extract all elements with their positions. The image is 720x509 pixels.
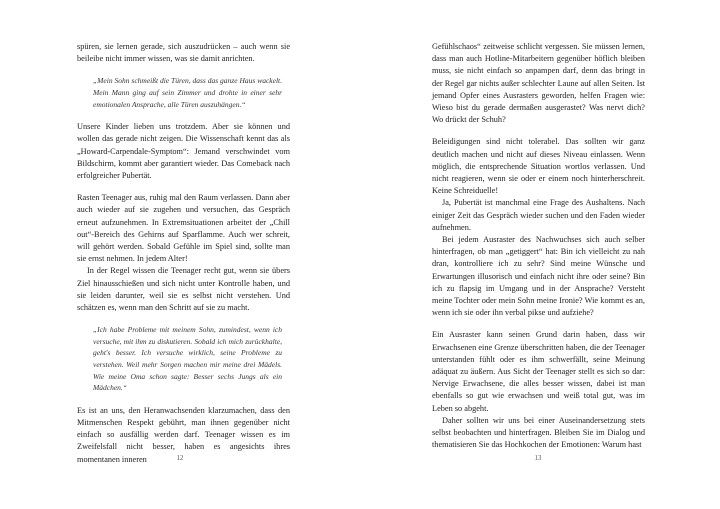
paragraph: Ja, Pubertät ist manchmal eine Frage des Aushaltens. Nach einiger Zeit das Gespräch wieder suchen und den Faden wieder aufnehmen.: [432, 198, 645, 232]
paragraph: spüren, sie lernen gerade, sich auszudrücken – auch wenn sie beileibe nicht immer wissen, was sie damit anrichten.: [77, 42, 290, 64]
quote-block: „Mein Sohn schmeißt die Türen, dass das ganze Haus wackelt. Mein Mann ging auf sein Zimmer und drohte in einer sehr emotionalen Ansprache, alle Türen auszuhängen.“: [93, 76, 282, 109]
paragraph: Daher sollten wir uns bei einer Auseinandersetzung stets selbst beobachten und hinterfragen. Bleiben Sie im Dialog und thematisieren Sie das Hochkochen der Emotionen: Warum hast: [432, 415, 645, 450]
quote-block: „Ich habe Probleme mit meinem Sohn, zumindest, wenn ich versuche, mit ihm zu diskutieren. Sobald ich mich zurückhalte, geht's besser. Ich versuche wirklich, seine Probleme zu verstehen. Weil mehr Sorgen machen mir meine drei Mädels. Wie meine Oma schon sagte: Besser sechs Jungs als ein Mädchen.“: [93, 325, 282, 393]
right-page: [360, 0, 720, 509]
right-text-column: [432, 41, 645, 452]
paragraph: In der Regel wissen die Teenager recht gut, wenn sie übers Ziel hinausschießen und sich nicht unter Kontrolle haben, und sie leiden darunter, weil sie es selbst nicht verstehen. Und schätzen es, wenn man den Schritt auf sie zu macht.: [77, 266, 290, 313]
left-text-column: [77, 41, 290, 466]
paragraph: Beleidigungen sind nicht tolerabel. Das sollten wir ganz deutlich machen und nicht auf dieses Niveau einlassen. Wenn möglich, die entsprechende Situation wortlos verlassen. Und nicht reagieren, wenn sie oder er einem noch hinterherschreit. Keine Schreiduelle!: [432, 137, 645, 196]
page-number: 13: [534, 455, 542, 462]
paragraph: Ein Ausraster kann seinen Grund darin haben, dass wir Erwachsenen eine Grenze überschritten haben, die der Teenager unterstanden fühlt oder es ihm schwerfällt, seine Meinung adäquat zu äußern. Aus Sicht der Teenager stellt es sich so dar: Nervige Erwachsene, die alles besser wissen, dabei ist man ebenfalls so gut wie erwachsen und weiß total gut, was im Leben so abgeht.: [432, 330, 645, 413]
paragraph: Rasten Teenager aus, ruhig mal den Raum verlassen. Dann aber auch wieder auf sie zugehen und versuchen, das Gespräch erneut aufzunehmen. In Extremsituationen arbeitet der „Chill out“-Bereich des Gehirns auf Sparflamme. Auch wer schreit, will gehört werden. Sobald Gefühle im Spiel sind, sollte man sie ernst nehmen. In jedem Alter!: [77, 193, 290, 264]
paragraph: Gefühlschaos“ zeitweise schlicht vergessen. Sie müssen lernen, dass man auch Hotline-Mitarbeitern gegenüber höflich bleiben muss, sie nicht einfach so anpampen darf, denn das bringt in der Regel gar nichts außer schlechter Laune auf allen Seiten. Ist jemand Opfer eines Ausrasters geworden, helfen Fragen wie: Wieso bist du gerade dermaßen ausgerastet? Was nervt dich? Wo drückt der Schuh?: [432, 42, 645, 125]
paragraph: Unsere Kinder lieben uns trotzdem. Aber sie können und wollen das gerade nicht zeigen. Die Wissenschaft kennt das als „Howard-Carpendale-Symptom“: Jemand verschwindet vom Bildschirm, kommt aber garantiert wieder. Das Comeback nach erfolgreicher Pubertät.: [77, 122, 290, 180]
page-number: 12: [176, 455, 184, 462]
paragraph: Bei jedem Ausraster des Nachwuchses sich auch selber hinterfragen, ob man „getiggert“ hat: Bin ich vielleicht zu nah dran, kontrolliere ich zu sehr? Sind meine Wünsche und Erwartungen illusorisch und einfach nicht ihre oder seine? Bin ich zu flapsig im Umgang und in der Ansprache? Versteht meine Tochter oder mein Sohn meine Ironie? Wie kommt es an, wenn ich sie oder ihn verbal pikse und aufziehe?: [432, 235, 645, 318]
paragraph: Es ist an uns, den Heranwachsenden klarzumachen, dass den Mitmenschen Respekt gebührt, man ihnen gegenüber nicht einfach so ausfällig werden darf. Teenager wissen es im Zweifelsfall nicht besser, haben es angesichts ihres momentanen inneren: [77, 405, 290, 464]
